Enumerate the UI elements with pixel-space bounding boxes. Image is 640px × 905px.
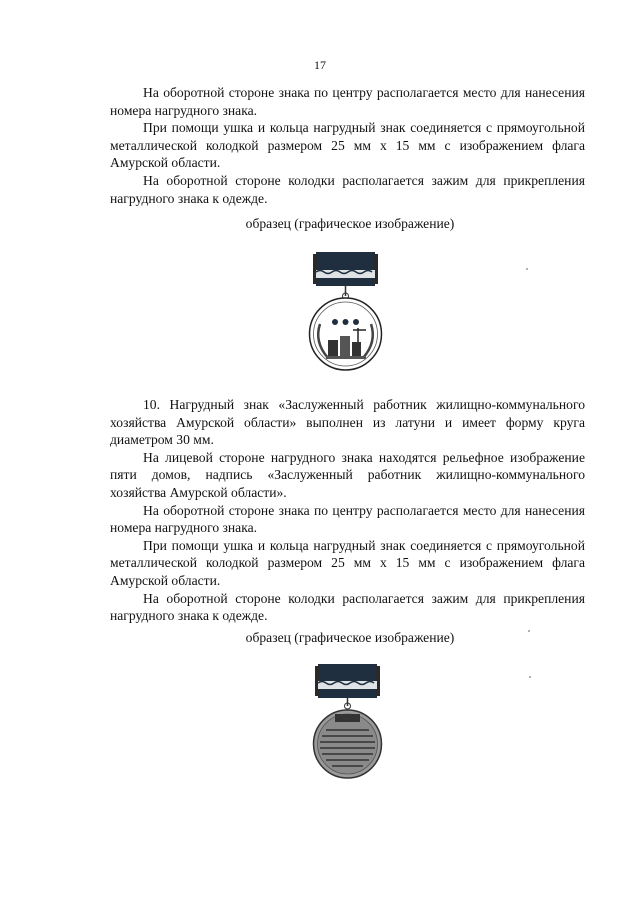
sample-caption-1: образец (графическое изображение)	[245, 216, 455, 231]
badge-image-2	[300, 664, 390, 789]
page-number: 17	[314, 58, 326, 72]
text-section-2	[110, 396, 585, 625]
paragraph: На оборотной стороне знака по центру располагается место для нанесения номера нагрудного знака.	[110, 85, 585, 118]
ribbon-block	[316, 252, 375, 286]
badge-image-1	[298, 252, 388, 382]
paragraph: На оборотной стороне знака по центру располагается место для нанесения номера нагрудного знака.	[110, 502, 585, 536]
paragraph: При помощи ушка и кольца нагрудный знак соединяется с прямоугольной металлической колодкой размером 25 мм х 15 мм с изображением флага Амурской области.	[110, 537, 585, 588]
paragraph: 10. Нагрудный знак «Заслуженный работник жилищно-коммунального хозяйства Амурской области» выполнен из латуни и имеет форму круга диаметром 30 мм.	[110, 397, 585, 448]
paragraph: На лицевой стороне нагрудного знака находятся рельефное изображение пяти домов, надпись «Заслуженный работник жилищно-коммунального хозяйства Амурской области».	[110, 449, 585, 500]
medal-disc	[310, 298, 382, 370]
paragraph: На оборотной стороне колодки располагается зажим для прикрепления нагрудного знака к одежде.	[110, 172, 585, 206]
text-section-1	[110, 84, 585, 207]
sample-caption-2: образец (графическое изображение)	[245, 630, 455, 645]
paragraph: На оборотной стороне колодки располагается зажим для прикрепления нагрудного знака к одежде.	[110, 590, 585, 624]
paragraph: При помощи ушка и кольца нагрудный знак соединяется с прямоугольной металлической колодкой размером 25 мм х 15 мм с изображением флага Амурской области.	[110, 120, 585, 171]
